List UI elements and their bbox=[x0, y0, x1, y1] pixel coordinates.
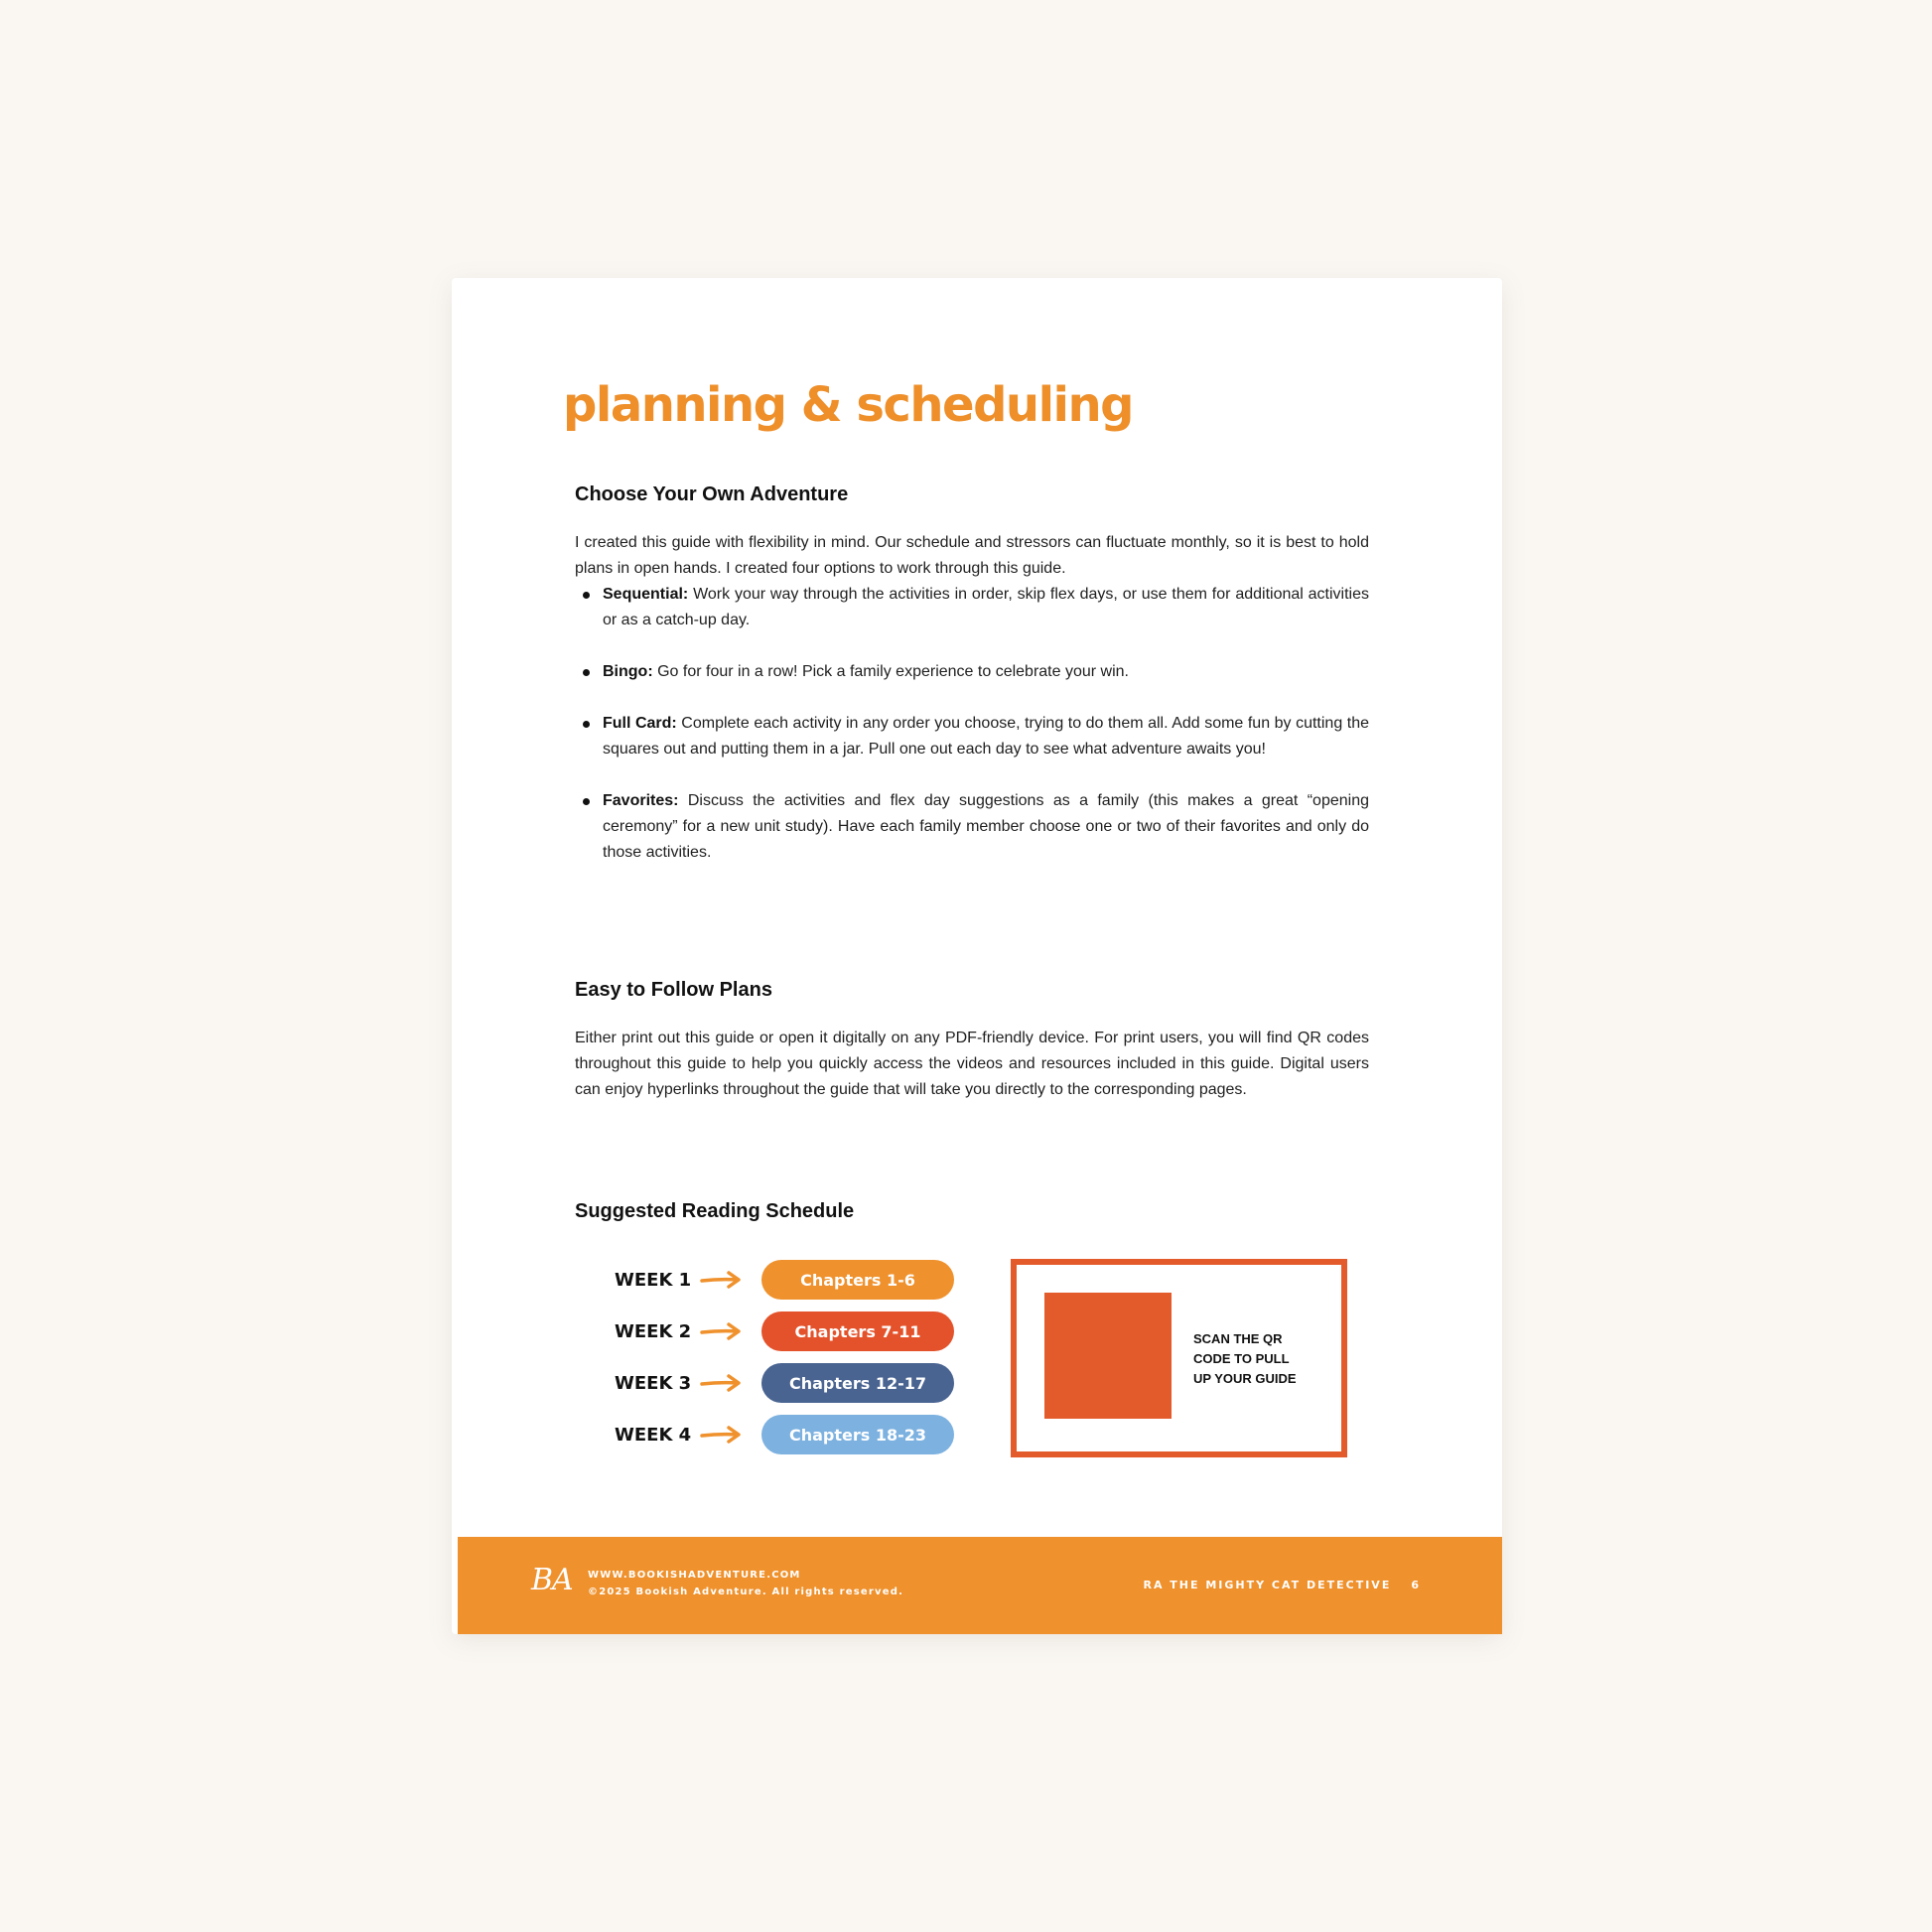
bullet-icon bbox=[583, 592, 590, 599]
easy-plans-paragraph-wrap bbox=[575, 1026, 1369, 1103]
qr-code-icon[interactable] bbox=[1044, 1293, 1172, 1419]
intro-paragraph: I created this guide with flexibility in mind. Our schedule and stressors can fluctuate monthly, so it is best to hold plans in open hands. I created four options to work through this guide. bbox=[575, 534, 1369, 577]
week-row-2 bbox=[615, 1311, 954, 1352]
page-number: 6 bbox=[1411, 1579, 1421, 1591]
qr-instructions: SCAN THE QR CODE TO PULL UP YOUR GUIDE bbox=[1193, 1331, 1297, 1386]
bullet-icon bbox=[583, 669, 590, 676]
section-heading-easy-plans: Easy to Follow Plans bbox=[575, 979, 772, 1001]
week-label: WEEK 2 bbox=[615, 1320, 692, 1342]
section-choose-adventure bbox=[575, 483, 1369, 506]
list-item-sequential bbox=[575, 582, 1369, 633]
website-link[interactable]: WWW.BOOKISHADVENTURE.COM bbox=[588, 1570, 801, 1581]
week-row-4 bbox=[615, 1414, 954, 1455]
option-label: Full Card: bbox=[603, 715, 677, 732]
book-title: RA THE MIGHTY CAT DETECTIVE bbox=[1143, 1579, 1392, 1591]
qr-code-box bbox=[1011, 1259, 1347, 1457]
options-list-wrap bbox=[575, 582, 1369, 892]
page-footer bbox=[458, 1537, 1502, 1634]
week-label: WEEK 1 bbox=[615, 1269, 692, 1291]
list-item-favorites bbox=[575, 788, 1369, 866]
week-label: WEEK 4 bbox=[615, 1424, 692, 1446]
week-row-1 bbox=[615, 1259, 954, 1301]
option-label: Favorites: bbox=[603, 792, 679, 809]
arrow-right-icon bbox=[700, 1321, 742, 1341]
chapters-pill: Chapters 18-23 bbox=[761, 1415, 954, 1454]
copyright: ©2025 Bookish Adventure. All rights reserved. bbox=[588, 1587, 904, 1597]
section-heading-reading-schedule: Suggested Reading Schedule bbox=[575, 1200, 855, 1222]
week-label: WEEK 3 bbox=[615, 1372, 692, 1394]
options-list bbox=[575, 582, 1369, 866]
chapters-pill: Chapters 1-6 bbox=[761, 1260, 954, 1300]
section-easy-plans bbox=[575, 979, 1369, 1002]
intro-paragraph-wrap bbox=[575, 530, 1369, 582]
option-label: Bingo: bbox=[603, 663, 653, 680]
option-text: Complete each activity in any order you choose, trying to do them all. Add some fun by cutting the squares out and putting them in a jar. Pull one out each day to see what adventure awaits you! bbox=[603, 715, 1369, 758]
page-title: planning & scheduling bbox=[563, 377, 1134, 433]
chapters-pill: Chapters 7-11 bbox=[761, 1311, 954, 1351]
section-reading-schedule bbox=[575, 1200, 1369, 1223]
list-item-bingo bbox=[575, 659, 1369, 685]
chapters-pill: Chapters 12-17 bbox=[761, 1363, 954, 1403]
option-text: Discuss the activities and flex day suggestions as a family (this makes a great “opening ceremony” for a new unit study). Have each family member choose one or two of their favorites and only do those activities. bbox=[603, 792, 1369, 861]
arrow-right-icon bbox=[700, 1373, 742, 1393]
easy-plans-paragraph: Either print out this guide or open it digitally on any PDF-friendly device. For print users, you will find QR codes throughout this guide to help you quickly access the videos and resources included in this guide. Digital users can enjoy hyperlinks throughout the guide that will take you directly to the corresponding pages. bbox=[575, 1030, 1369, 1098]
document-page bbox=[452, 278, 1502, 1634]
list-item-full-card bbox=[575, 711, 1369, 762]
bullet-icon bbox=[583, 721, 590, 728]
footer-book-info bbox=[1143, 1579, 1421, 1591]
bullet-icon bbox=[583, 798, 590, 805]
arrow-right-icon bbox=[700, 1270, 742, 1290]
logo: BA bbox=[531, 1563, 573, 1597]
week-row-3 bbox=[615, 1362, 954, 1404]
option-text: Go for four in a row! Pick a family experience to celebrate your win. bbox=[652, 663, 1129, 680]
arrow-right-icon bbox=[700, 1425, 742, 1445]
option-label: Sequential: bbox=[603, 586, 689, 603]
reading-schedule bbox=[615, 1259, 954, 1465]
section-heading-choose-adventure: Choose Your Own Adventure bbox=[575, 483, 849, 505]
option-text: Work your way through the activities in order, skip flex days, or use them for additional activities or as a catch-up day. bbox=[603, 586, 1369, 628]
